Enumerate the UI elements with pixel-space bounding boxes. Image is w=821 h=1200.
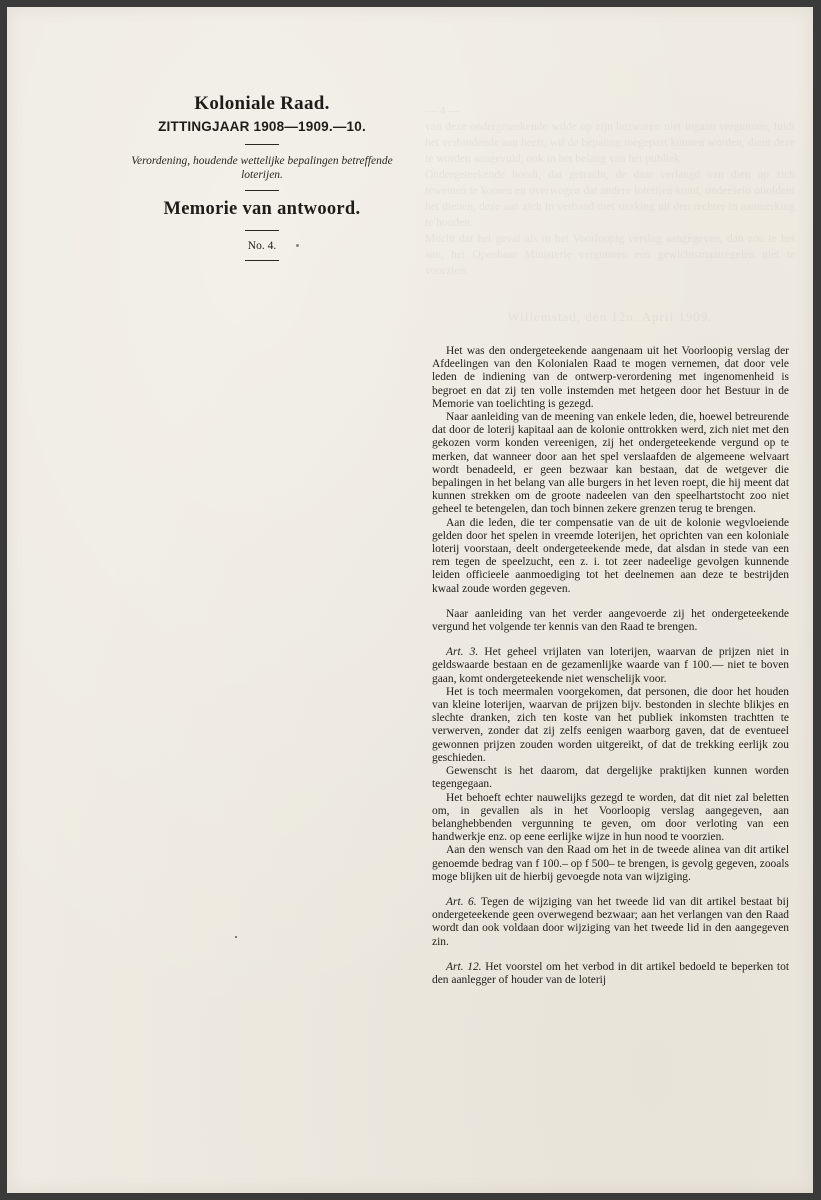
ordinance-subject: Verordening, houdende wettelijke bepalingen betreffende loterijen. (131, 155, 393, 181)
divider (245, 144, 279, 145)
divider (245, 230, 279, 231)
paragraph: Het behoeft echter nauwelijks gezegd te worden, dat dit niet zal beletten om, in gevallen als in het Voorloopig verslag aangegeven, aan belanghebbenden vergunning te geven, om door verloting van een handwerkje enz. op eene eerlijke wijze in hun nood te voorzien. (432, 791, 789, 844)
document-type-title: Memorie van antwoord. (163, 199, 361, 219)
session-year: ZITTINGJAAR 1908—1909.—10. (158, 119, 366, 134)
document-number (112, 240, 412, 252)
heading-block (112, 93, 412, 261)
divider (245, 260, 279, 261)
paragraph: Aan den wensch van den Raad om het in de tweede alinea van dit artikel genoemde bedrag van f 100.– op f 500– te brengen, is gevolg gegeven, zooals moge blijken uit de hierbij gevoegde nota van wijziging. (432, 844, 789, 883)
paragraph: Gewenscht is het daarom, dat dergelijke praktijken kunnen worden tegengegaan. (432, 765, 789, 791)
ink-speck (296, 244, 299, 247)
paragraph: Naar aanleiding van de meening van enkele leden, die, hoewel betreurende dat door de loterij kapitaal aan de kolonie onttrokken werd, zich niet met den gekozen vorm konden vereenigen, zij het ondergeteekende vergund op te merken, dat wanneer door aan het spel verslaafden de algemeene welvaart wordt benadeeld, er geen bezwaar kan bestaan, dat de wetgever die bepalingen in het belang van alle burgers in het leven roept, die hij meent dat kunnen strekken om de groote nadeelen van den speelhartstocht zoo niet geheel te betengelen, dan toch binnen zekere grenzen terug te brengen. (432, 411, 789, 516)
council-title: Koloniale Raad. (194, 93, 330, 114)
ink-speck (235, 936, 237, 938)
article-paragraph: Art. 3. Het geheel vrijlaten van loterijen, waarvan de prijzen niet in geldswaarde bestaan en de gezamenlijke waarde van f 100.— niet te boven gaan, komt ondergeteekende niet wenschelijk voor. (432, 646, 789, 685)
paragraph: Het is toch meermalen voorgekomen, dat personen, die door het houden van kleine loterijen, waarvan de prijzen bijv. bestonden in slechte blikjes en slechte dranken, zich ten koste van het publiek inkomsten trachtten te verwerven, zonder dat zij zelfs eenigen waarborg gaven, dat de eventueel gewonnen prijzen zouden worden uitgereikt, of dat de trekking eerlijk zou geschieden. (432, 685, 789, 764)
article-paragraph: Art. 6. Tegen de wijziging van het tweede lid van dit artikel bestaat bij ondergeteekende geen overwegend bezwaar; aan het verlangen van den Raad wordt dan ook voldaan door wijziging van het tweede lid in den aangegeven zin. (432, 895, 789, 948)
paragraph: Naar aanleiding van het verder aangevoerde zij het ondergeteekende vergund het volgende ter kennis van den Raad te brengen. (432, 607, 789, 634)
document-number-text: No. 4. (247, 240, 277, 252)
paragraph: Aan die leden, die ter compensatie van de uit de kolonie wegvloeiende gelden door het spelen in vreemde loterijen, het oprichten van een koloniale loterij voorstaan, deelt ondergeteekende mede, dat alsdan in stede van een rem tegen de speelzucht, een z. i. tot zeer nadeelige gevolgen kunnende leiden officieele aanmoediging tot het deelnemen aan deze te bestrijden kwaal zoude worden gegeven. (432, 516, 789, 595)
article-paragraph: Art. 12. Het voorstel om het verbod in dit artikel bedoeld te beperken tot den aanlegger of houder van de loterij (432, 960, 789, 986)
paragraph: Het was den ondergeteekende aangenaam uit het Voorloopig verslag der Afdeelingen van den Kolonialen Raad te mogen vernemen, dat door vele leden de indiening van de ontwerp-verordening met ingenomenheid is begroet en dat zij ten volle instemden met hetgeen door het Bestuur in de Memorie van toelichting is gezegd. (432, 345, 789, 410)
memorandum-body (432, 345, 789, 987)
show-through-reverse: — 4 — van deze ondergeteekende wilde op zijn bezwaren niet ingaan vergunnen, luidt het verbindende aan heeft, wil de bepaling toegepast kunnen worden, dient deze te worden aangevuld, ook in het belang van het publiek. Ondergeteekende houdt, dat getracht, de daar verlangd van dien op zich teweinen te komen en overwogen dat andere loterijen komt, ondeeselo oiioldent het dienen, deze aan zich in verband met sterking uit den rechter in aanmerking te houden. Mocht dat het geval als in het Voorloopig verslag aangegeven, dan zou te het aan, het Openbaar Ministerie vergunnen een gewichtsmaatregelen niet te voorzien. Willemstad, den 12n. April 1909. (425, 105, 795, 324)
divider (245, 190, 279, 191)
document-page (7, 7, 813, 1193)
